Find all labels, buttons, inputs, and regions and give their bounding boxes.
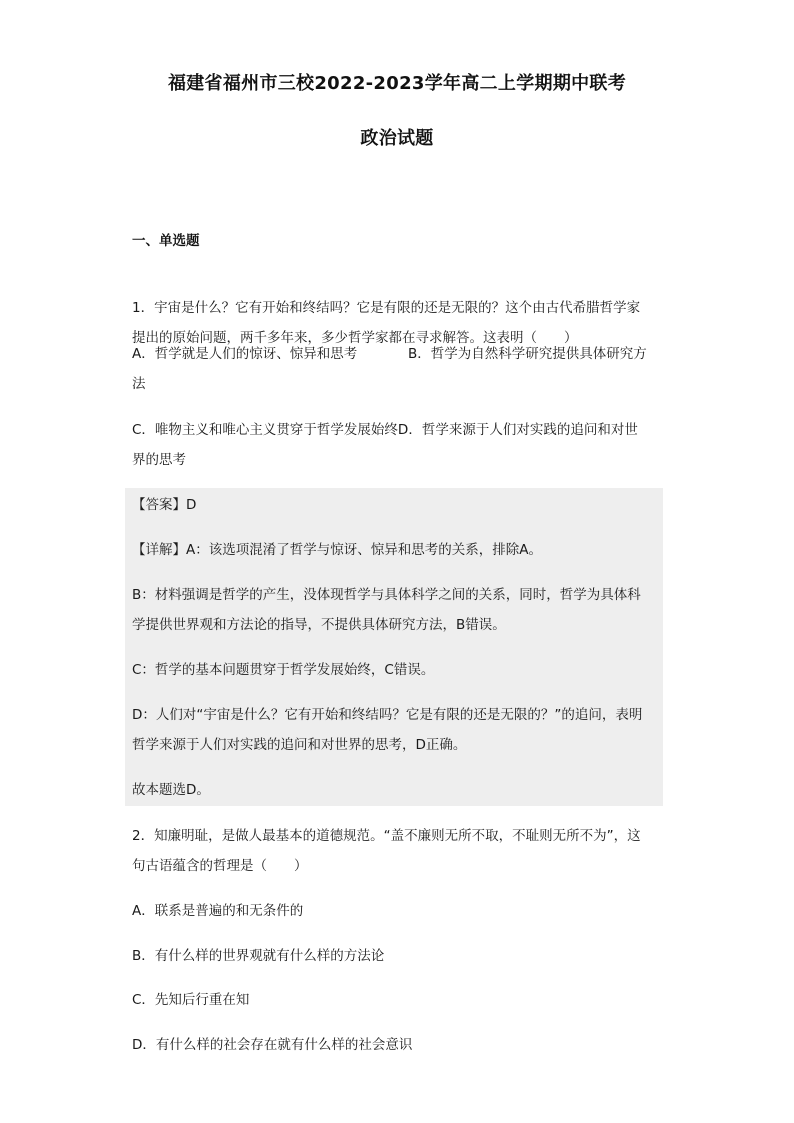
q1-option-cd-line1: C．唯物主义和唯心主义贯穿于哲学发展始终D．哲学来源于人们对实践的追问和对世: [132, 422, 638, 438]
q2-stem-line2: 句古语蕴含的哲理是（ ）: [132, 858, 308, 874]
q1-option-cd-line2: 界的思考: [132, 452, 186, 468]
q1-option-a: A．哲学就是人们的惊讶、惊异和思考: [132, 346, 358, 362]
q1-detail-b-line2: 学提供世界观和方法论的指导，不提供具体研究方法，B错误。: [132, 617, 506, 633]
section-heading: 一、单选题: [132, 233, 200, 249]
q1-conclusion: 故本题选D。: [132, 782, 210, 798]
q1-option-b-line2: 法: [132, 376, 146, 392]
q1-stem-line2: 提出的原始问题，两千多年来，多少哲学家都在寻求解答。这表明（ ）: [132, 330, 578, 346]
q2-option-c: C．先知后行重在知: [132, 992, 250, 1008]
q2-option-b: B．有什么样的世界观就有什么样的方法论: [132, 948, 385, 964]
q1-stem-line1: 1．宇宙是什么？它有开始和终结吗？它是有限的还是无限的？这个由古代希腊哲学家: [132, 300, 641, 316]
q2-option-a: A．联系是普遍的和无条件的: [132, 903, 304, 919]
document-subtitle: 政治试题: [360, 128, 434, 149]
q1-answer: 【答案】D: [132, 497, 197, 513]
q2-option-d: D．有什么样的社会存在就有什么样的社会意识: [132, 1037, 413, 1053]
q1-detail-d-line2: 哲学来源于人们对实践的追问和对世界的思考，D正确。: [132, 737, 467, 753]
q1-detail-a: 【详解】A：该选项混淆了哲学与惊讶、惊异和思考的关系，排除A。: [132, 542, 542, 558]
q1-detail-b-line1: B：材料强调是哲学的产生，没体现哲学与具体科学之间的关系，同时，哲学为具体科: [132, 587, 641, 603]
q1-detail-d-line1: D：人们对“宇宙是什么？它有开始和终结吗？它是有限的还是无限的？”的追问，表明: [132, 707, 643, 723]
answer-analysis-box: [125, 488, 663, 806]
document-title: 福建省福州市三校2022-2023学年高二上学期期中联考: [167, 73, 627, 94]
q1-detail-c: C：哲学的基本问题贯穿于哲学发展始终，C错误。: [132, 662, 435, 678]
q2-stem-line1: 2．知廉明耻，是做人最基本的道德规范。“盖不廉则无所不取，不耻则无所不为”，这: [132, 828, 641, 844]
q1-option-b-line1: B．哲学为自然科学研究提供具体研究方: [408, 346, 647, 362]
